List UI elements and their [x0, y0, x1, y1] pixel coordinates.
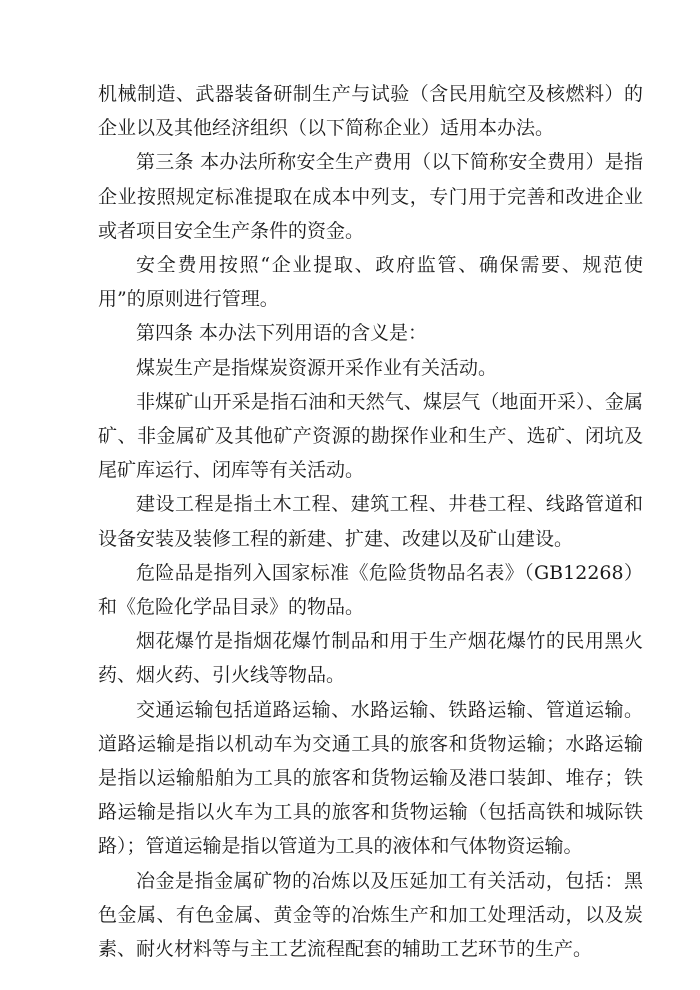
paragraph-continuation: 机械制造、武器装备研制生产与试验（含民用航空及核燃料）的企业以及其他经济组织（以下简称企业）适用本办法。	[98, 83, 643, 140]
paragraph-fireworks: 烟花爆竹是指烟花爆竹制品和用于生产烟花爆竹的民用黑火药、烟火药、引火线等物品。	[98, 630, 643, 687]
paragraph-coal-production: 煤炭生产是指煤炭资源开采作业有关活动。	[136, 356, 498, 379]
paragraph-non-coal-mining: 非煤矿山开采是指石油和天然气、煤层气（地面开采）、金属矿、非金属矿及其他矿产资源的勘探作业和生产、选矿、闭坑及尾矿库运行、闭库等有关活动。	[98, 390, 643, 482]
paragraph-metallurgy: 冶金是指金属矿物的冶炼以及压延加工有关活动，包括：黑色金属、有色金属、黄金等的冶炼生产和加工处理活动，以及炭素、耐火材料等与主工艺流程配套的辅助工艺环节的生产。	[98, 869, 643, 961]
paragraph-article-4: 第四条 本办法下列用语的含义是：	[136, 322, 428, 345]
paragraph-article-3: 第三条 本办法所称安全生产费用（以下简称安全费用）是指企业按照规定标准提取在成本中列支，专门用于完善和改进企业或者项目安全生产条件的资金。	[98, 151, 643, 242]
paragraph-hazardous-goods: 危险品是指列入国家标准《危险货物品名表》（GB12268）和《危险化学品目录》的物品。	[98, 561, 643, 619]
document-body	[98, 77, 643, 966]
paragraph-construction: 建设工程是指土木工程、建筑工程、井巷工程、线路管道和设备安装及装修工程的新建、扩建、改建以及矿山建设。	[98, 493, 643, 550]
paragraph-safety-fee-principle: 安全费用按照“企业提取、政府监管、确保需要、规范使用”的原则进行管理。	[98, 254, 643, 311]
paragraph-transportation: 交通运输包括道路运输、水路运输、铁路运输、管道运输。道路运输是指以机动车为交通工具的旅客和货物运输；水路运输是指以运输船舶为工具的旅客和货物运输及港口装卸、堆存；铁路运输是指以火车为工具的旅客和货物运输（包括高铁和城际铁路）；管道运输是指以管道为工具的液体和气体物资运输。	[98, 698, 643, 858]
